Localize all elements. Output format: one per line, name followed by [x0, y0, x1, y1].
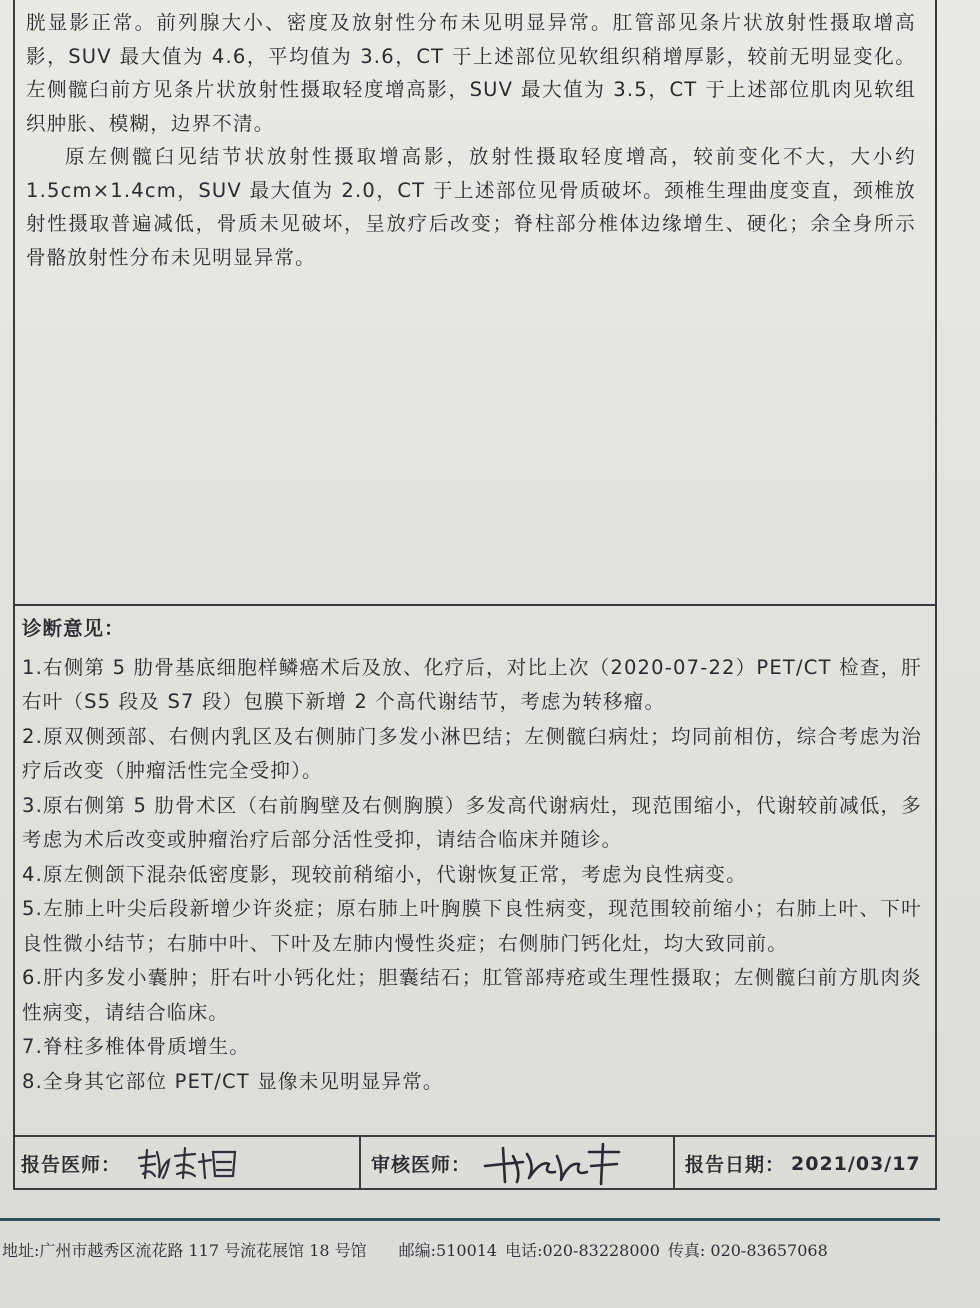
signature-row	[13, 1137, 937, 1190]
diagnosis-item-2: 2.原双侧颈部、右侧内乳区及右侧肺门多发小淋巴结；左侧髋臼病灶；均同前相仿，综合考虑为治疗后改变（肿瘤活性完全受抑）。	[22, 724, 922, 782]
findings-paragraph-2: 原左侧髋臼见结节状放射性摄取增高影，放射性摄取轻度增高，较前变化不大，大小约 1.5cm×1.4cm，SUV 最大值为 2.0，CT 于上述部位见骨质破坏。颈椎生理曲度变直，颈椎放射性摄取普遍减低，骨质未见破坏，呈放疗后改变；脊柱部分椎体边缘增生、硬化；余全身所示骨骼放射性分布未见明显异常。	[26, 145, 916, 269]
reporter-cell	[13, 1137, 359, 1190]
diagnosis-item-7: 7.脊柱多椎体骨质增生。	[22, 1035, 251, 1058]
diagnosis-item-8: 8.全身其它部位 PET/CT 显像未见明显异常。	[22, 1069, 444, 1093]
diagnosis-item-5: 5.左肺上叶尖后段新增少许炎症；原右肺上叶胸膜下良性病变，现范围较前缩小；右肺上叶、下叶良性微小结节；右肺中叶、下叶及左肺内慢性炎症；右侧肺门钙化灶，均大致同前。	[22, 897, 922, 955]
reporter-label: 报告医师：	[21, 1154, 122, 1176]
footer-postcode: 邮编:510014	[398, 1241, 498, 1260]
date-label: 报告日期：	[685, 1154, 786, 1176]
footer	[2, 1238, 962, 1261]
footer-phone: 电话:020-83228000	[505, 1241, 660, 1260]
diagnosis-item-1: 1.右侧第 5 肋骨基底细胞样鳞癌术后及放、化疗后，对比上次（2020-07-22）PET/CT 检查，肝右叶（S5 段及 S7 段）包膜下新增 2 个高代谢结节，考虑为转移瘤。	[22, 655, 922, 713]
reporter-signature	[133, 1144, 243, 1184]
diagnosis-heading: 诊断意见：	[22, 617, 125, 640]
diagnosis-section	[22, 612, 922, 1099]
diagnosis-item-4: 4.原左侧颌下混杂低密度影，现较前稍缩小，代谢恢复正常，考虑为良性病变。	[22, 862, 747, 886]
date-cell	[673, 1137, 937, 1190]
footer-address: 地址:广州市越秀区流花路 117 号流花展馆 18 号馆	[2, 1241, 367, 1260]
footer-fax: 传真: 020-83657068	[667, 1241, 828, 1260]
footer-rule	[0, 1218, 940, 1221]
reviewer-signature	[483, 1142, 623, 1186]
diagnosis-item-3: 3.原右侧第 5 肋骨术区（右前胸壁及右侧胸膜）多发高代谢病灶，现范围缩小，代谢较前减低，多考虑为术后改变或肿瘤治疗后部分活性受抑，请结合临床并随诊。	[22, 793, 922, 851]
findings-paragraph-1: 胱显影正常。前列腺大小、密度及放射性分布未见明显异常。肛管部见条片状放射性摄取增高影，SUV 最大值为 4.6，平均值为 3.6，CT 于上述部位见软组织稍增厚影，较前无明显变化。左侧髋臼前方见条片状放射性摄取轻度增高影，SUV 最大值为 3.5，CT 于上述部位肌肉见软组织肿胀、模糊，边界不清。	[26, 11, 916, 135]
report-date: 2021/03/17	[791, 1152, 921, 1175]
reviewer-cell	[359, 1137, 673, 1190]
diagnosis-item-6: 6.肝内多发小囊肿；肝右叶小钙化灶；胆囊结石；肛管部痔疮或生理性摄取；左侧髋臼前方肌肉炎性病变，请结合临床。	[22, 966, 922, 1024]
section-divider	[13, 604, 937, 606]
reviewer-label: 审核医师：	[371, 1154, 472, 1176]
findings-section	[26, 6, 916, 274]
